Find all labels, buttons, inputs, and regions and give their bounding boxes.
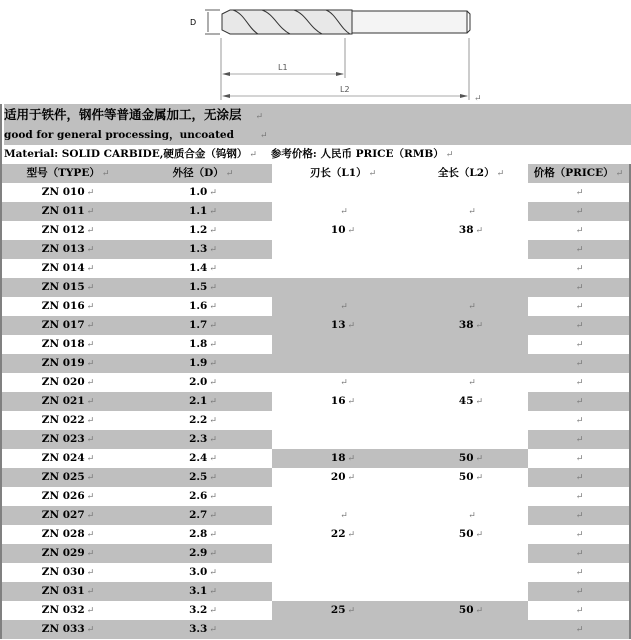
type-cell: ZN 021 ↵ [2, 392, 134, 411]
price-cell: ↵ [528, 601, 629, 620]
price-cell: ↵ [528, 468, 629, 487]
type-cell: ZN 027 ↵ [2, 506, 134, 525]
total-length-cell: ↵ 38 ↵ [414, 278, 528, 373]
diameter-cell: 1.4 ↵ [134, 259, 272, 278]
diameter-cell: 2.5 ↵ [134, 468, 272, 487]
price-cell: ↵ [528, 411, 629, 430]
dim-l1-label: L1 [278, 63, 288, 72]
price-cell: ↵ [528, 392, 629, 411]
diameter-cell: 2.8 ↵ [134, 525, 272, 544]
type-cell: ZN 033 ↵ [2, 620, 134, 639]
flute-length-cell: ↵ 16 ↵ [272, 373, 414, 449]
paragraph-mark: ↵ [474, 94, 482, 104]
type-cell: ZN 016 ↵ [2, 297, 134, 316]
total-length-cell: 50 ↵ [414, 449, 528, 468]
total-length-cell: ↵ 45 ↵ [414, 373, 528, 449]
diameter-cell: 2.3 ↵ [134, 430, 272, 449]
type-cell: ZN 028 ↵ [2, 525, 134, 544]
flute-length-cell: 25 ↵ [272, 601, 414, 639]
diameter-cell: 1.9 ↵ [134, 354, 272, 373]
diameter-cell: 3.3 ↵ [134, 620, 272, 639]
price-cell: ↵ [528, 563, 629, 582]
material-price-line: Material: SOLID CARBIDE,硬质合金（钨钢） ↵ 参考价格: 人民币 PRICE（RMB） ↵ [4, 145, 631, 164]
diameter-cell: 3.0 ↵ [134, 563, 272, 582]
diameter-cell: 2.0 ↵ [134, 373, 272, 392]
price-cell: ↵ [528, 544, 629, 563]
price-cell: ↵ [528, 221, 629, 240]
type-cell: ZN 025 ↵ [2, 468, 134, 487]
price-note: 参考价格: 人民币 PRICE（RMB） [270, 148, 444, 160]
diameter-cell: 1.1 ↵ [134, 202, 272, 221]
type-cell: ZN 017 ↵ [2, 316, 134, 335]
price-cell: ↵ [528, 449, 629, 468]
type-cell: ZN 015 ↵ [2, 278, 134, 297]
flute-length-cell: 18 ↵ [272, 449, 414, 468]
usage-subtitle: good for general processing，uncoated ↵ [4, 126, 631, 145]
diameter-cell: 1.5 ↵ [134, 278, 272, 297]
diameter-cell: 3.2 ↵ [134, 601, 272, 620]
material-text: Material: SOLID CARBIDE,硬质合金（钨钢） [4, 148, 248, 160]
price-cell: ↵ [528, 297, 629, 316]
col-header: 型号（TYPE） ↵ [2, 164, 134, 183]
price-cell: ↵ [528, 354, 629, 373]
diameter-cell: 2.7 ↵ [134, 506, 272, 525]
price-cell: ↵ [528, 525, 629, 544]
dim-d-label: D [190, 18, 197, 27]
col-header: 外径（D） ↵ [134, 164, 272, 183]
type-cell: ZN 029 ↵ [2, 544, 134, 563]
diameter-cell: 1.7 ↵ [134, 316, 272, 335]
drill-drawing [0, 0, 631, 104]
col-header: 全长（L2） ↵ [414, 164, 528, 183]
price-cell: ↵ [528, 582, 629, 601]
flute-length-cell: ↵ 13 ↵ [272, 278, 414, 373]
type-cell: ZN 012 ↵ [2, 221, 134, 240]
diameter-cell: 1.6 ↵ [134, 297, 272, 316]
total-length-cell: 50 ↵ [414, 601, 528, 639]
flute-length-cell: 20 ↵ ↵ 22 ↵ [272, 468, 414, 601]
type-cell: ZN 031 ↵ [2, 582, 134, 601]
price-cell: ↵ [528, 487, 629, 506]
type-cell: ZN 024 ↵ [2, 449, 134, 468]
diameter-cell: 2.9 ↵ [134, 544, 272, 563]
type-cell: ZN 026 ↵ [2, 487, 134, 506]
type-cell: ZN 030 ↵ [2, 563, 134, 582]
price-cell: ↵ [528, 316, 629, 335]
diameter-cell: 2.1 ↵ [134, 392, 272, 411]
diameter-cell: 2.4 ↵ [134, 449, 272, 468]
total-length-cell: ↵ 38 ↵ [414, 183, 528, 278]
type-cell: ZN 023 ↵ [2, 430, 134, 449]
price-cell: ↵ [528, 202, 629, 221]
price-cell: ↵ [528, 506, 629, 525]
price-cell: ↵ [528, 183, 629, 202]
type-cell: ZN 011 ↵ [2, 202, 134, 221]
col-header: 刃长（L1） ↵ [272, 164, 414, 183]
col-header: 价格（PRICE） ↵ [528, 164, 629, 183]
price-cell: ↵ [528, 259, 629, 278]
diameter-cell: 1.8 ↵ [134, 335, 272, 354]
total-length-cell: 50 ↵ ↵ 50 ↵ [414, 468, 528, 601]
price-cell: ↵ [528, 373, 629, 392]
diameter-cell: 1.0 ↵ [134, 183, 272, 202]
diameter-cell: 3.1 ↵ [134, 582, 272, 601]
diameter-cell: 1.2 ↵ [134, 221, 272, 240]
diameter-cell: 1.3 ↵ [134, 240, 272, 259]
type-cell: ZN 019 ↵ [2, 354, 134, 373]
type-cell: ZN 022 ↵ [2, 411, 134, 430]
type-cell: ZN 018 ↵ [2, 335, 134, 354]
type-cell: ZN 013 ↵ [2, 240, 134, 259]
price-cell: ↵ [528, 430, 629, 449]
diameter-cell: 2.2 ↵ [134, 411, 272, 430]
dim-l2-label: L2 [340, 85, 350, 94]
price-cell: ↵ [528, 335, 629, 354]
usage-title: 适用于铁件，钢件等普通金属加工，无涂层 ↵ [4, 104, 631, 126]
type-cell: ZN 010 ↵ [2, 183, 134, 202]
price-cell: ↵ [528, 240, 629, 259]
price-cell: ↵ [528, 278, 629, 297]
type-cell: ZN 014 ↵ [2, 259, 134, 278]
diameter-cell: 2.6 ↵ [134, 487, 272, 506]
price-cell: ↵ [528, 620, 629, 639]
type-cell: ZN 020 ↵ [2, 373, 134, 392]
flute-length-cell: ↵ 10 ↵ [272, 183, 414, 278]
type-cell: ZN 032 ↵ [2, 601, 134, 620]
